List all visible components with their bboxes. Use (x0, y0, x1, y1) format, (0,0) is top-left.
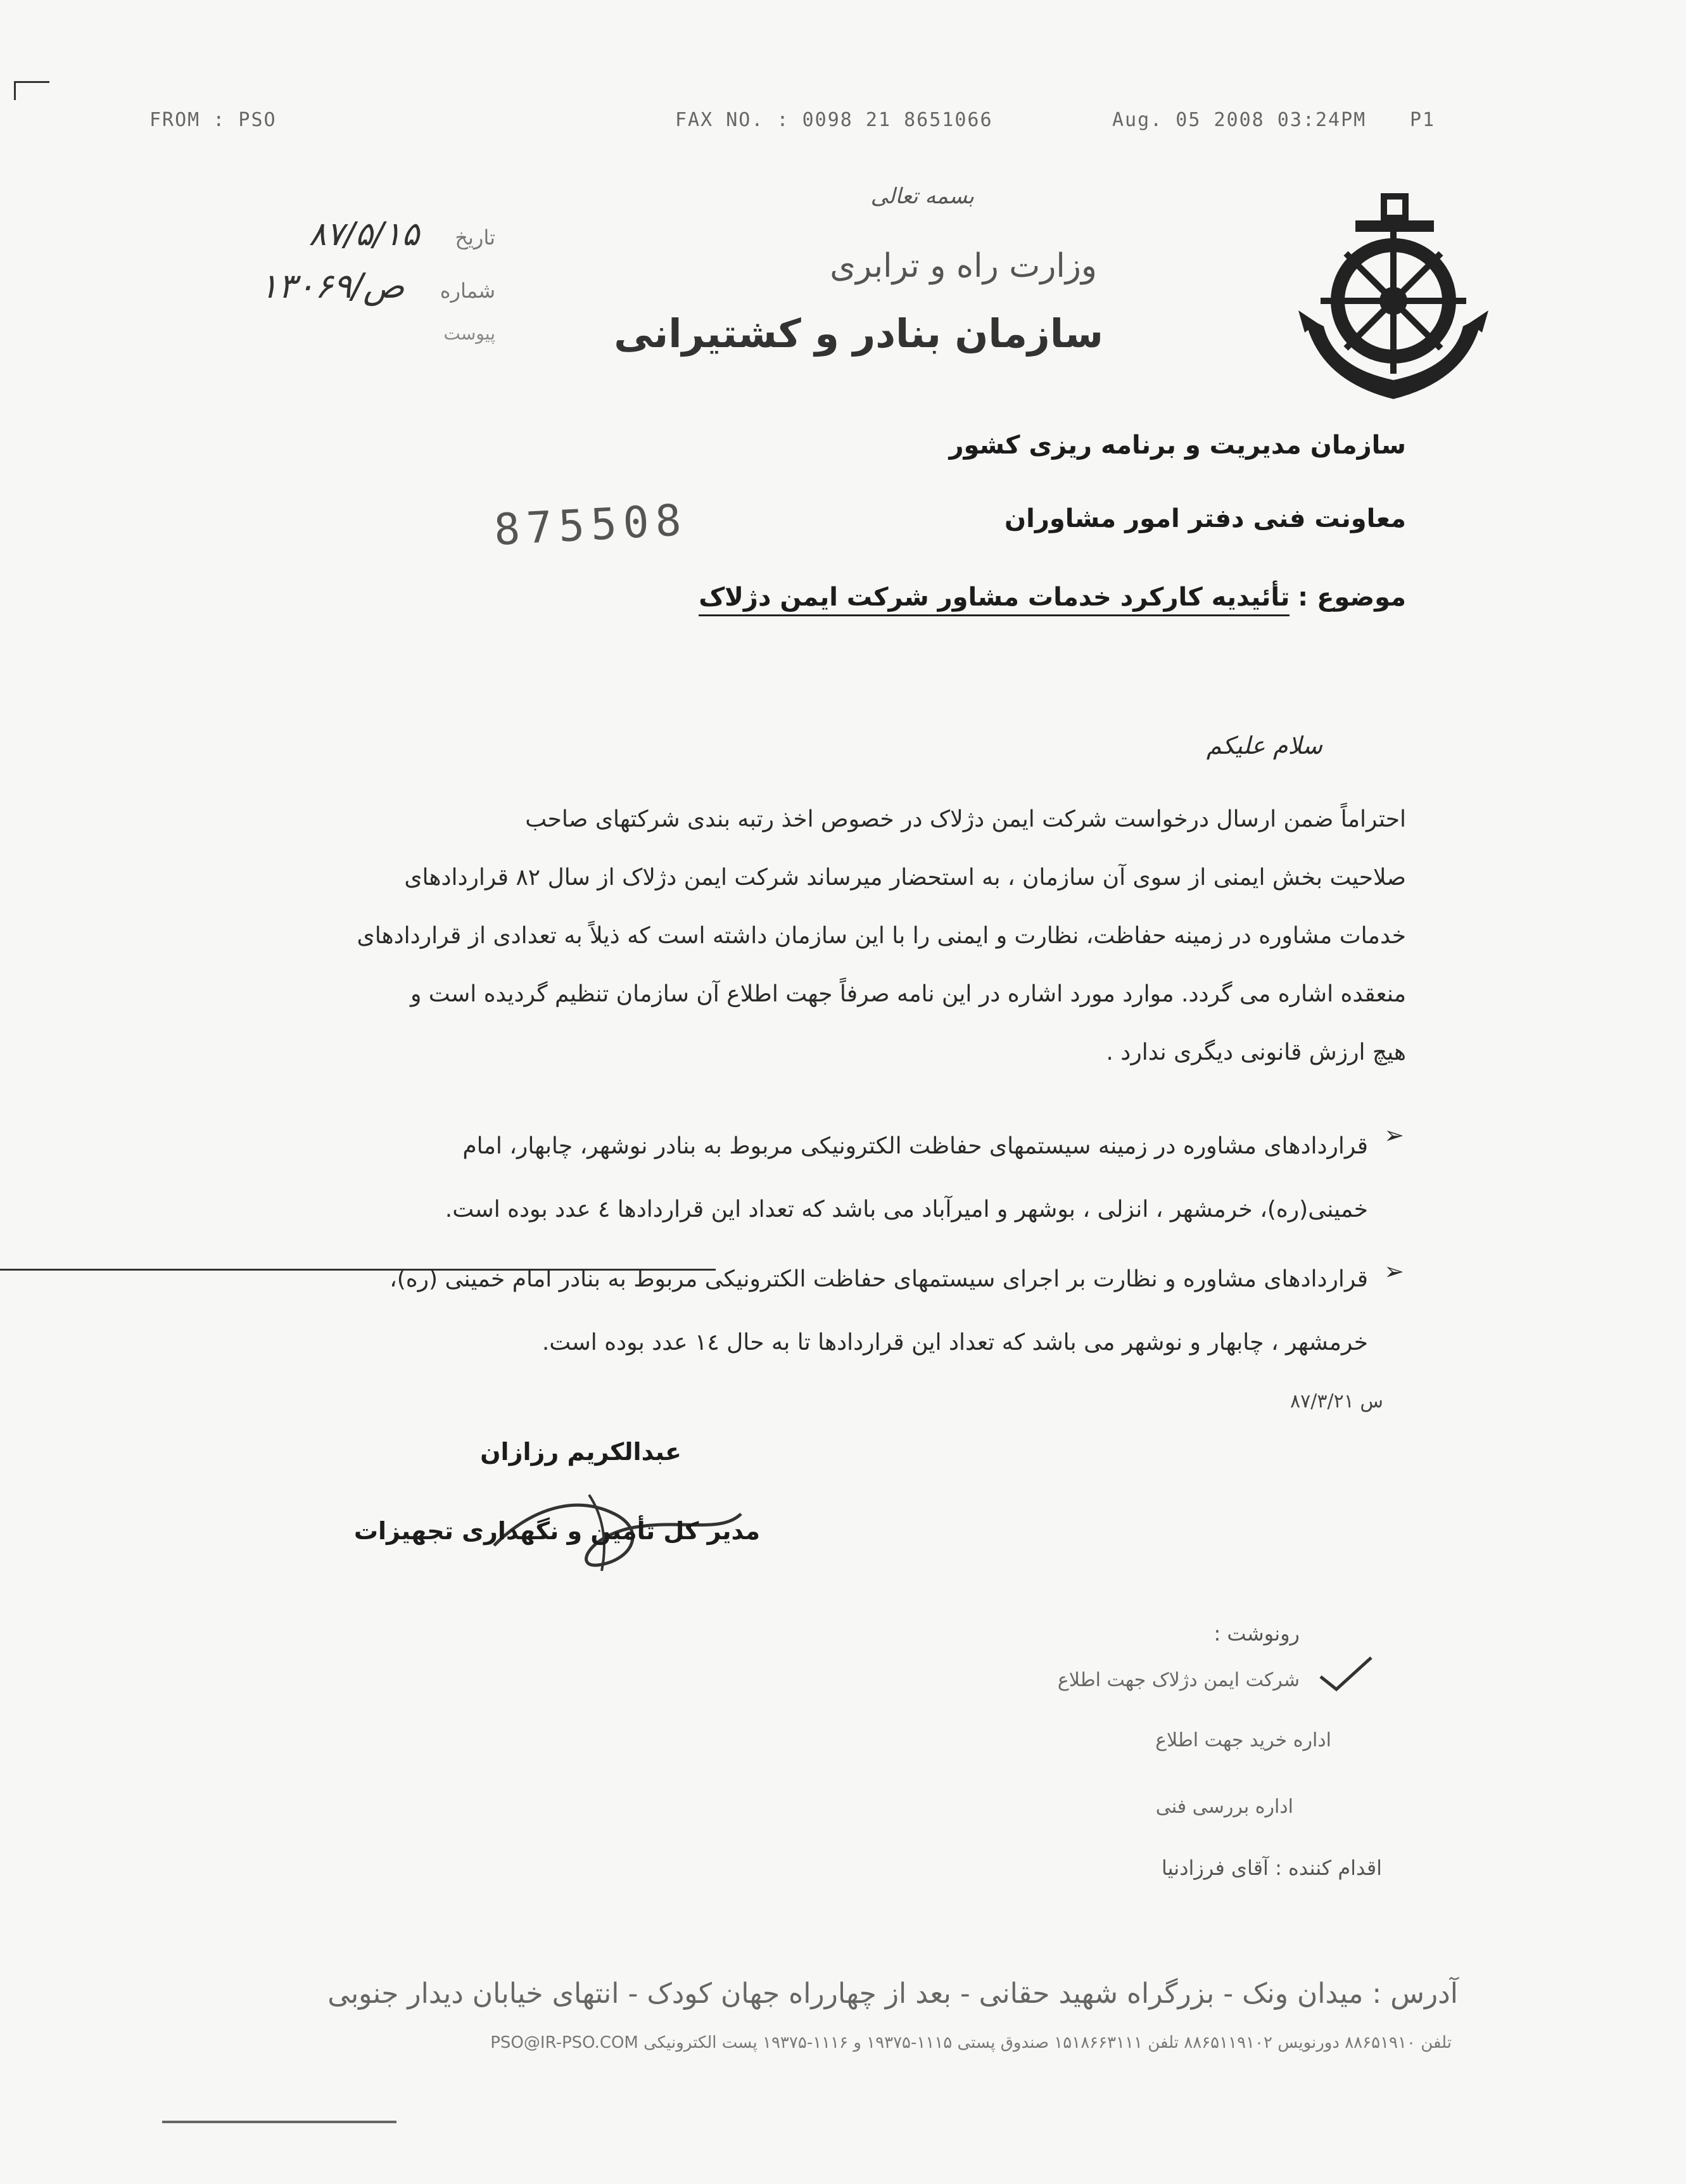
number-value: ص/۱۳۰۶۹ (260, 266, 405, 306)
body-line-2: صلاحیت بخش ایمنی از سوی آن سازمان ، به استحضار میرساند شرکت ایمن دژلاک از سال ۸۲ قراردادهای (404, 865, 1406, 891)
corner-mark (14, 81, 49, 83)
fax-number: FAX NO. : 0098 21 8651066 (675, 109, 993, 131)
cc-label: رونوشت : (1214, 1622, 1300, 1646)
bullet-item-1 (329, 1115, 1368, 1241)
subject (699, 583, 1406, 612)
body-line-1: احتراماً ضمن ارسال درخواست شرکت ایمن دژلاک در خصوص اخذ رتبه بندی شرکتهای صاحب (525, 806, 1406, 832)
cc-item-1: شرکت ایمن دژلاک جهت اطلاع (1057, 1669, 1300, 1691)
organization-name: سازمان بنادر و کشتیرانی (614, 310, 1103, 357)
bullet-1-line-1: قراردادهای مشاوره در زمینه سیستمهای حفاظت الکترونیکی مربوط به بنادر نوشهر، چابهار، امام (462, 1133, 1368, 1159)
fax-datetime: Aug. 05 2008 03:24PM (1112, 109, 1367, 131)
date-value: ۸۷/۵/۱۵ (308, 215, 419, 253)
recipient-line-1: سازمان مدیریت و برنامه ریزی کشور (949, 431, 1406, 460)
recipient-line-2: معاونت فنی دفتر امور مشاوران (1004, 504, 1406, 533)
ministry-name: وزارت راه و ترابری (830, 247, 1097, 285)
bullet-item-2 (329, 1248, 1368, 1375)
body-line-4: منعقده اشاره می گردد. موارد مورد اشاره در این نامه صرفاً جهت اطلاع آن سازمان تنظیم گردیده است و (410, 981, 1406, 1007)
body-line-5: هیچ ارزش قانونی دیگری ندارد . (1106, 1039, 1406, 1065)
footer-rule (162, 2121, 396, 2123)
bullet-2-line-2: خرمشهر ، چابهار و نوشهر می باشد که تعداد این قراردادها تا به حال ١٤ عدد بوده است. (542, 1330, 1368, 1355)
fax-page: P1 (1410, 109, 1436, 131)
cc-item-2: اداره خرید جهت اطلاع (1155, 1729, 1331, 1751)
bullet-arrow-icon-2: ➢ (1384, 1257, 1404, 1285)
date-label: تاریخ (455, 225, 495, 250)
subject-label: موضوع : (1298, 583, 1406, 612)
cc-item-3: اداره بررسی فنی (1155, 1796, 1293, 1818)
checkmark-icon (1317, 1654, 1374, 1692)
greeting: سلام علیکم (1206, 732, 1322, 759)
signatory-title: مدیر کل تأمین و نگهداری تجهیزات (353, 1517, 760, 1545)
body-paragraph (329, 790, 1406, 1082)
typist-note: س ۸۷/۳/۲۱ (1290, 1390, 1383, 1413)
basmala: بسمه تعالی (870, 184, 974, 209)
fax-from: FROM : PSO (149, 109, 277, 131)
number-label: شماره (440, 279, 495, 303)
footer-contact: تلفن ۸۸۶۵۱۹۱۰ دورنویس ۸۸۶۵۱۱۹۱۰۲ تلفن ۱۵۱۸۶۶۳۱۱۱ صندوق پستی ۱۱۱۵-۱۹۳۷۵ و ۱۱۱۶-۱۹۳۷۵ پست الکترونیکی PSO@IR-PSO.COM (490, 2033, 1452, 2052)
signatory-name: عبدالکریم رزازان (480, 1438, 681, 1466)
body-line-3: خدمات مشاوره در زمینه حفاظت، نظارت و ایمنی را با این سازمان داشته است که ذیلاً به تعدادی از قراردادهای (357, 923, 1406, 949)
footer-address: آدرس : میدان ونک - بزرگراه شهید حقانی - بعد از چهارراه جهان کودک - انتهای خیابان دیدار جنوبی (327, 1978, 1458, 2010)
ports-organization-logo-icon (1292, 190, 1495, 405)
bullet-arrow-icon-1: ➢ (1384, 1121, 1404, 1149)
subject-text: تأئیدیه کارکرد خدمات مشاور شرکت ایمن دژلاک (699, 583, 1290, 616)
cc-item-4: اقدام کننده : آقای فرزادنیا (1161, 1856, 1382, 1880)
corner-mark-vertical (14, 81, 16, 100)
incoming-stamp-number: 875508 (493, 495, 689, 556)
bullet-2-line-1: قراردادهای مشاوره و نظارت بر اجرای سیستمهای حفاظت الکترونیکی مربوط به بنادر امام خمینی (ره)، (390, 1266, 1368, 1292)
bullet-1-line-2: خمینی(ره)، خرمشهر ، انزلی ، بوشهر و امیرآباد می باشد که تعداد این قراردادها ٤ عدد بوده است. (445, 1197, 1368, 1222)
attachment-label: پیوست (443, 323, 495, 344)
